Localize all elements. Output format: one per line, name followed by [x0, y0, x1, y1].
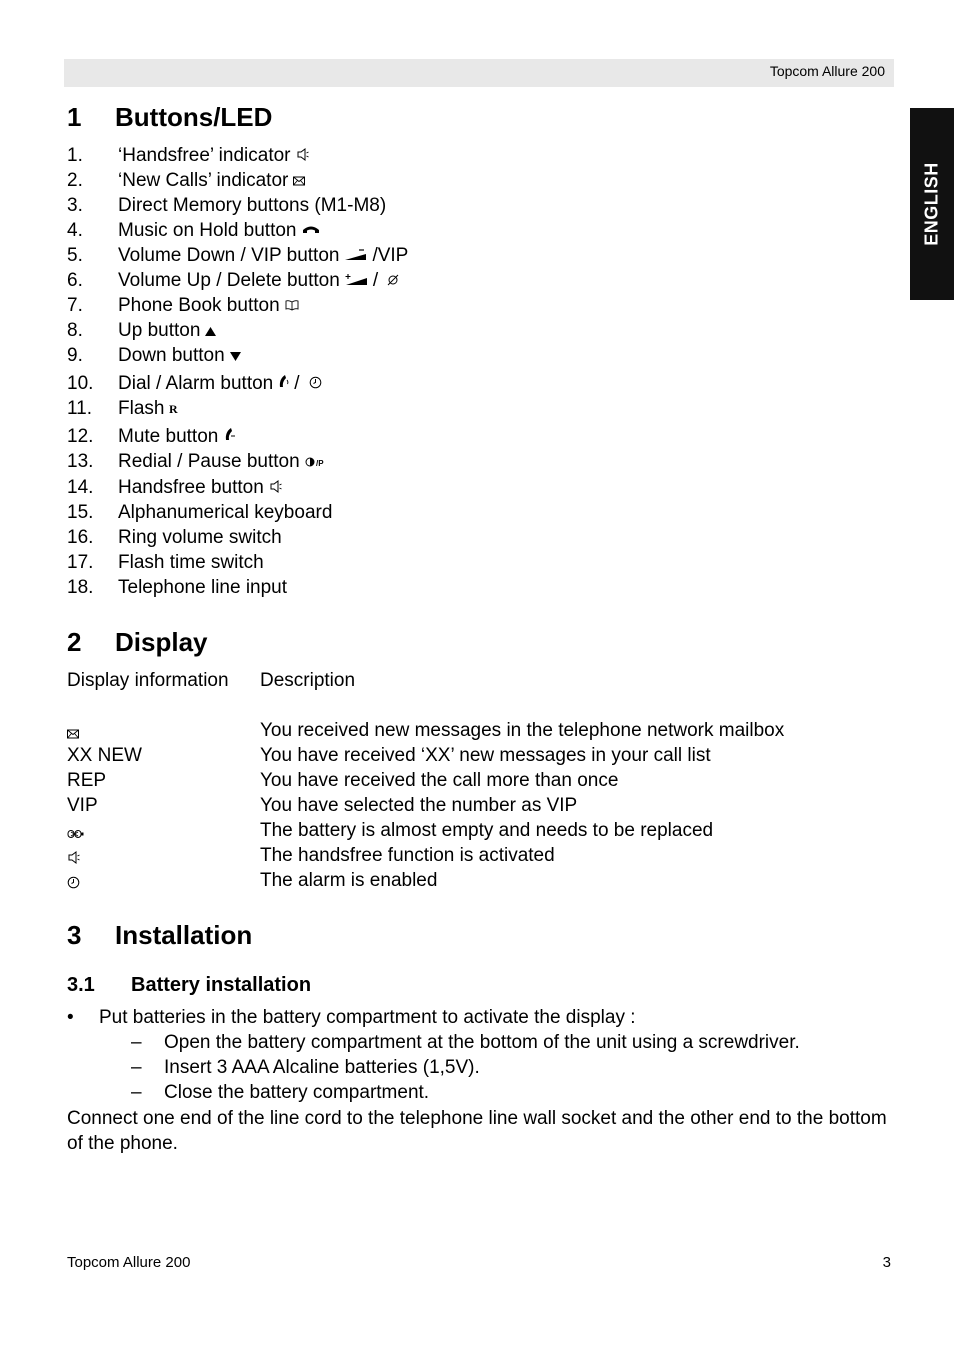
list-item-separator: /	[372, 270, 379, 291]
section-2-heading	[67, 627, 208, 658]
clock-icon	[67, 873, 80, 895]
list-item-label-group	[118, 345, 241, 367]
step-text: Close the battery compartment.	[164, 1082, 430, 1103]
list-item-text: Direct Memory buttons (M1-M8)	[118, 195, 387, 216]
subsection-number: 3.1	[67, 974, 95, 996]
list-item-number: 17.	[67, 552, 94, 573]
list-item-number: 5.	[67, 245, 83, 266]
list-item-text: ‘Handsfree’ indicator	[118, 145, 291, 166]
bullet-text: Put batteries in the battery compartment to activate the display :	[99, 1007, 636, 1028]
list-item	[67, 144, 310, 168]
list-item-number: 18.	[67, 577, 94, 598]
list-item	[67, 501, 332, 525]
subsection-title: Battery installation	[131, 974, 312, 996]
list-item-label-group	[118, 577, 287, 599]
list-item-label-group	[118, 398, 179, 420]
list-item	[67, 244, 408, 268]
section-number: 3	[67, 920, 82, 950]
description-cell: You received new messages in the telephone network mailbox	[260, 720, 785, 741]
display-info-text: REP	[67, 770, 107, 791]
list-item-number: 15.	[67, 502, 94, 523]
table-row	[67, 719, 784, 743]
table-row	[67, 744, 711, 768]
down-arrow-icon	[230, 345, 241, 367]
list-item-label-group	[118, 552, 264, 574]
list-item	[67, 372, 322, 396]
list-item	[67, 526, 282, 550]
list-item-number: 16.	[67, 527, 94, 548]
list-item-text: Music on Hold button	[118, 220, 297, 241]
table-row	[67, 769, 618, 793]
description-cell: You have received ‘XX’ new messages in your call list	[260, 745, 711, 766]
step-item: – Open the battery compartment at the bottom of the unit using a screwdriver.	[131, 1032, 800, 1053]
section-title: Buttons/LED	[115, 102, 273, 132]
list-item-text: Flash time switch	[118, 552, 264, 573]
display-info-cell	[67, 867, 260, 895]
list-item-text: ‘New Calls’ indicator	[118, 170, 289, 191]
section-1-heading	[67, 102, 272, 133]
list-item-number: 11.	[67, 398, 93, 419]
step-text: Open the battery compartment at the bottom of the unit using a screwdriver.	[164, 1032, 800, 1053]
handset-hold-icon	[302, 220, 320, 242]
list-item-text: Up button	[118, 320, 201, 341]
list-item	[67, 294, 299, 318]
list-item-number: 13.	[67, 451, 94, 472]
section-number: 1	[67, 102, 82, 132]
list-item	[67, 425, 236, 449]
list-item	[67, 576, 287, 600]
speaker-icon	[269, 477, 283, 499]
header-title: Topcom Allure 200	[769, 63, 885, 79]
list-item	[67, 319, 216, 343]
list-item-label-group	[118, 451, 329, 473]
description-cell: The alarm is enabled	[260, 870, 438, 891]
list-item-number: 8.	[67, 320, 83, 341]
step-item: – Insert 3 AAA Alcaline batteries (1,5V).	[131, 1057, 480, 1078]
language-tab-label: ENGLISH	[921, 162, 942, 246]
page-header	[64, 59, 894, 87]
section-title: Display	[115, 627, 208, 657]
volume-down-icon	[344, 245, 368, 267]
list-item-label-group	[118, 502, 332, 524]
installation-paragraph: Connect one end of the line cord to the telephone line wall socket and the other end to the bottom of the phone.	[67, 1108, 887, 1154]
svg-text:/P: /P	[315, 459, 324, 467]
list-item-number: 6.	[67, 270, 83, 291]
list-item-text: Volume Down / VIP button	[118, 245, 340, 266]
list-item	[67, 269, 399, 293]
list-item-suffix: /VIP	[372, 245, 409, 266]
redial-pause-icon	[305, 451, 329, 473]
list-item	[67, 551, 264, 575]
display-info-cell	[67, 842, 260, 870]
list-item-text: Handsfree button	[118, 477, 264, 498]
list-item	[67, 397, 179, 421]
display-info-cell	[67, 717, 260, 745]
step-item: – Close the battery compartment.	[131, 1082, 430, 1103]
list-item	[67, 476, 283, 500]
bullet-item: • Put batteries in the battery compartment to activate the display :	[67, 1007, 636, 1028]
list-item-label-group	[118, 373, 322, 395]
display-info-text: XX NEW	[67, 745, 142, 766]
list-item-text: Mute button	[118, 426, 219, 447]
description-cell: You have received the call more than once	[260, 770, 619, 791]
clock-icon	[309, 373, 322, 395]
display-info-cell	[67, 817, 260, 845]
list-item	[67, 450, 329, 474]
up-arrow-icon	[205, 320, 216, 342]
list-item	[67, 219, 320, 243]
list-item-label-group	[118, 220, 320, 242]
delete-icon	[387, 270, 399, 292]
list-item-label-group	[118, 477, 283, 499]
list-item	[67, 344, 241, 368]
list-item-text: Down button	[118, 345, 225, 366]
list-item-text: Ring volume switch	[118, 527, 282, 548]
description-cell: The battery is almost empty and needs to be replaced	[260, 820, 714, 841]
svg-text:R: R	[169, 403, 179, 414]
envelope-icon	[293, 170, 305, 192]
list-item-number: 1.	[67, 145, 83, 166]
list-item	[67, 169, 305, 193]
section-3-heading	[67, 920, 252, 951]
volume-up-icon	[345, 270, 369, 292]
footer-product: Topcom Allure 200	[67, 1254, 191, 1271]
list-item-number: 9.	[67, 345, 83, 366]
table-row	[67, 794, 577, 818]
section-title: Installation	[115, 920, 253, 950]
description-cell: The handsfree function is activated	[260, 845, 555, 866]
speaker-icon	[296, 145, 310, 167]
list-item-label-group	[118, 527, 282, 549]
list-item-text: Alphanumerical keyboard	[118, 502, 333, 523]
list-item-label-group	[118, 245, 408, 267]
page-number: 3	[882, 1254, 891, 1271]
list-item-number: 3.	[67, 195, 83, 216]
step-text: Insert 3 AAA Alcaline batteries (1,5V).	[164, 1057, 480, 1078]
list-item-text: Telephone line input	[118, 577, 288, 598]
table-row	[67, 819, 713, 843]
display-info-cell	[67, 770, 260, 792]
list-item-text: Redial / Pause button	[118, 451, 300, 472]
list-item-text: Phone Book button	[118, 295, 280, 316]
table-row	[67, 869, 437, 893]
list-item-label-group	[118, 195, 386, 217]
list-item-number: 2.	[67, 170, 83, 191]
list-item-separator: /	[294, 373, 300, 394]
display-info-text: VIP	[67, 795, 98, 816]
flash-r-icon	[169, 398, 179, 420]
list-item-label-group	[118, 320, 216, 342]
dial-icon	[278, 373, 290, 395]
section-number: 2	[67, 627, 82, 657]
description-cell: You have selected the number as VIP	[260, 795, 578, 816]
list-item-text: Flash	[118, 398, 165, 419]
list-item-text: Dial / Alarm button	[118, 373, 274, 394]
language-tab	[910, 108, 954, 300]
list-item-label-group	[118, 270, 399, 292]
list-item-label-group	[118, 145, 310, 167]
list-item-number: 4.	[67, 220, 83, 241]
subsection-3-1-heading	[67, 974, 311, 997]
list-item	[67, 194, 386, 218]
mute-handset-icon	[223, 426, 236, 448]
list-item-number: 12.	[67, 426, 94, 447]
col-header-description: Description	[260, 670, 356, 691]
book-icon	[285, 295, 299, 317]
display-info-cell	[67, 795, 260, 817]
display-table-header	[67, 669, 355, 693]
list-item-number: 10.	[67, 373, 94, 394]
list-item-label-group	[118, 426, 236, 448]
table-row	[67, 844, 555, 868]
col-header-info: Display information	[67, 670, 229, 691]
list-item-number: 7.	[67, 295, 83, 316]
display-info-cell	[67, 745, 260, 767]
list-item-text: Volume Up / Delete button	[118, 270, 340, 291]
list-item-label-group	[118, 295, 299, 317]
list-item-label-group	[118, 170, 305, 192]
envelope-icon	[67, 723, 79, 745]
list-item-number: 14.	[67, 477, 94, 498]
